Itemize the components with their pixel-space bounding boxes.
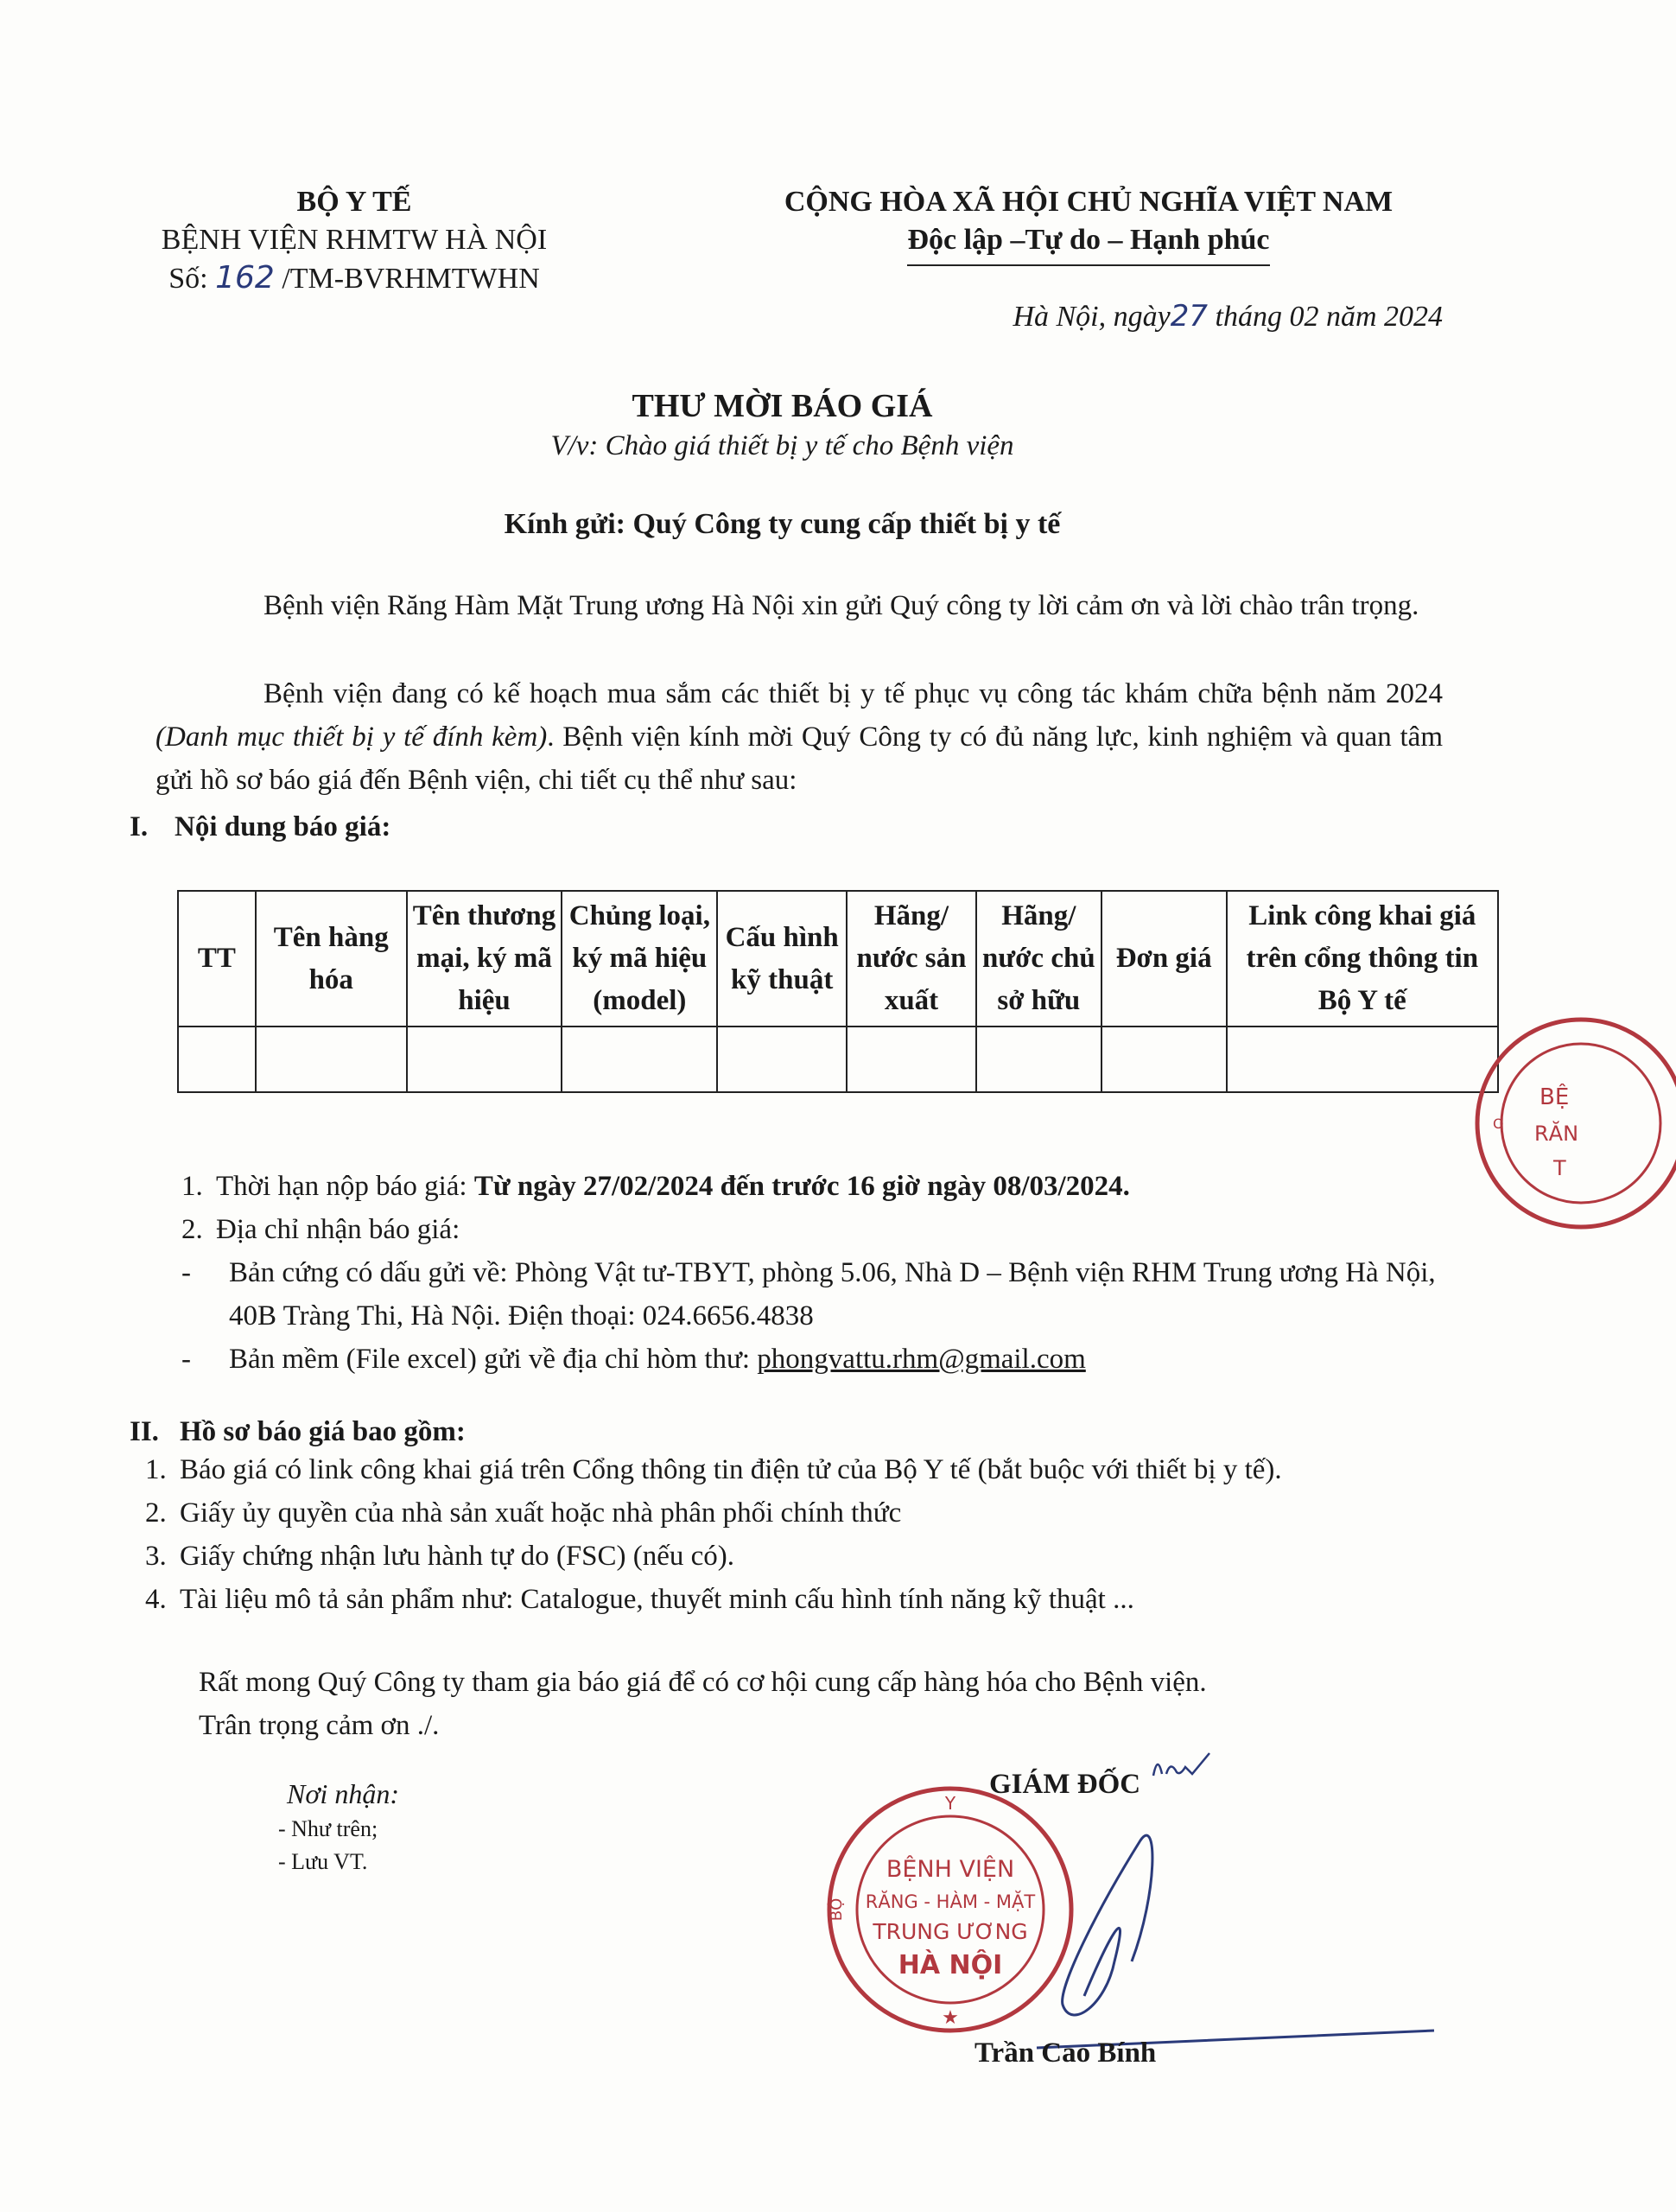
svg-text:★: ★ [942,2007,959,2029]
signature-role: GIÁM ĐỐC [989,1769,1141,1800]
stamp-line-2: RĂNG - HÀM - MẶT [865,1891,1036,1912]
svg-text:Y: Y [944,1793,956,1814]
country-name: CỘNG HÒA XÃ HỘI CHỦ NGHĨA VIỆT NAM [784,186,1393,218]
salutation: Kính gửi: Quý Công ty cung cấp thiết bị y tế [504,508,1061,540]
header-left [112,183,596,298]
header-model: Chủng loại, ký mã hiệu (model) [562,891,717,1027]
motto: Độc lập –Tự do – Hạnh phúc [907,221,1269,266]
date-line [734,297,1443,336]
recipients-label: Nơi nhận: [287,1778,399,1809]
date-prefix: Hà Nội, ngày [1013,301,1171,333]
header-tt: TT [178,891,256,1027]
stamp-line-4: HÀ NỘI [898,1950,1003,1980]
header-item-name: Tên hàng hóa [256,891,407,1027]
intro-paragraph-2 [156,672,1443,802]
hard-copy-text: Bản cứng có dấu gửi về: Phòng Vật tư-TBYT, phòng 5.06, Nhà D – Bệnh viện RHM Trung ương Hà Nội, 40B Tràng Thi, Hà Nội. Điện thoại: 024.6656.4838 [229,1257,1436,1332]
quotation-table [177,890,1499,1093]
partial-stamp [1469,1011,1676,1236]
document-subject: V/v: Chào giá thiết bị y tế cho Bệnh viện [550,430,1014,461]
initials-mark [1149,1750,1218,1784]
intro-paragraph-1: Bệnh viện Răng Hàm Mặt Trung ương Hà Nội xin gửi Quý công ty lời cảm ơn và lời chào trân trọng. [263,590,1419,621]
header-unit-price: Đơn giá [1101,891,1227,1027]
section-1-number: I. [130,811,149,842]
header-owner: Hãng/ nước chủ sở hữu [976,891,1101,1027]
list-item: 2. Giấy ủy quyền của nhà sản xuất hoặc nhà phân phối chính thức [145,1497,902,1529]
table-header-row [178,891,1498,1027]
intro-p2-part-b: . Bệnh viện kính mời Quý Công ty có đủ năng lực, kinh nghiệm và quan tâm gửi hồ sơ báo giá đến Bệnh viện, chi tiết cụ thể như sau: [156,721,1443,796]
date-rest: tháng 02 năm 2024 [1215,301,1443,333]
number-label: Số: [168,263,208,295]
recipient-1: - Như trên; [278,1816,378,1841]
intro-p2-part-a: Bệnh viện đang có kế hoạch mua sắm các thiết bị y tế phục vụ công tác khám chữa bệnh năm 2024 [263,678,1443,709]
list-item: 1. Báo giá có link công khai giá trên Cổng thông tin điện tử của Bộ Y tế (bắt buộc với thiết bị y tế). [145,1454,1282,1485]
number-handwritten: 162 [215,260,275,296]
soft-copy-bullet: - Bản mềm (File excel) gửi về địa chỉ hòm thư: phongvattu.rhm@gmail.com [181,1344,1086,1375]
hard-copy-bullet: - Bản cứng có dấu gửi về: Phòng Vật tư-TBYT, phòng 5.06, Nhà D – Bệnh viện RHM Trung ương Hà Nội, 40B Tràng Thi, Hà Nội. Điện thoại: 024.6656.4838 [181,1251,1477,1294]
intro-p2-italic: (Danh mục thiết bị y tế đính kèm) [156,721,548,753]
document-title: THƯ MỜI BÁO GIÁ [632,388,933,424]
email-link[interactable]: phongvattu.rhm@gmail.com [757,1344,1086,1375]
header-price-link: Link công khai giá trên cổng thông tin Bộ Y tế [1227,891,1498,1027]
header-right [734,183,1443,336]
deadline-item: 1. Thời hạn nộp báo giá: Từ ngày 27/02/2024 đến trước 16 giờ ngày 08/03/2024. [181,1171,1130,1202]
ministry-name: BỘ Y TẾ [296,186,412,218]
hospital-name: BỆNH VIỆN RHMTW HÀ NỘI [161,224,548,256]
header-manufacturer: Hãng/ nước sản xuất [847,891,976,1027]
svg-text:RĂN: RĂN [1534,1122,1579,1146]
svg-text:T: T [1553,1156,1566,1180]
date-day: 27 [1170,299,1208,334]
stamp-line-3: TRUNG ƯƠNG [873,1919,1028,1944]
table-row [178,1027,1498,1092]
closing-line-2: Trân trọng cảm ơn ./. [199,1710,440,1741]
section-1-heading [130,805,390,849]
stamp-line-1: BỆNH VIỆN [886,1856,1015,1883]
section-2-title: Hồ sơ báo giá bao gồm: [180,1416,466,1447]
closing-line-1: Rất mong Quý Công ty tham gia báo giá để có cơ hội cung cấp hàng hóa cho Bệnh viện. [199,1667,1207,1698]
list-item: 3. Giấy chứng nhận lưu hành tự do (FSC) (nếu có). [145,1541,735,1572]
signer-name: Trần Cao Bính [974,2037,1157,2069]
svg-text:O: O [1493,1116,1504,1132]
recipient-2: - Lưu VT. [278,1849,368,1874]
section-2-heading [130,1410,466,1453]
number-suffix: /TM-BVRHMTWHN [282,263,540,295]
address-item: 2. Địa chỉ nhận báo giá: [181,1214,460,1245]
signature-scribble [933,1789,1451,2074]
deadline-dates: Từ ngày 27/02/2024 đến trước 16 giờ ngày 08/03/2024. [473,1171,1130,1202]
svg-text:BỘ: BỘ [828,1897,846,1922]
section-1-title: Nội dung báo giá: [175,811,391,842]
list-item: 4. Tài liệu mô tả sản phẩm như: Catalogue, thuyết minh cấu hình tính năng kỹ thuật ... [145,1584,1134,1615]
header-trade-name: Tên thương mại, ký mã hiệu [407,891,562,1027]
svg-text:BỆ: BỆ [1540,1084,1570,1110]
header-configuration: Cấu hình kỹ thuật [717,891,847,1027]
document-number [112,259,596,298]
section-2-number: II. [130,1416,159,1447]
